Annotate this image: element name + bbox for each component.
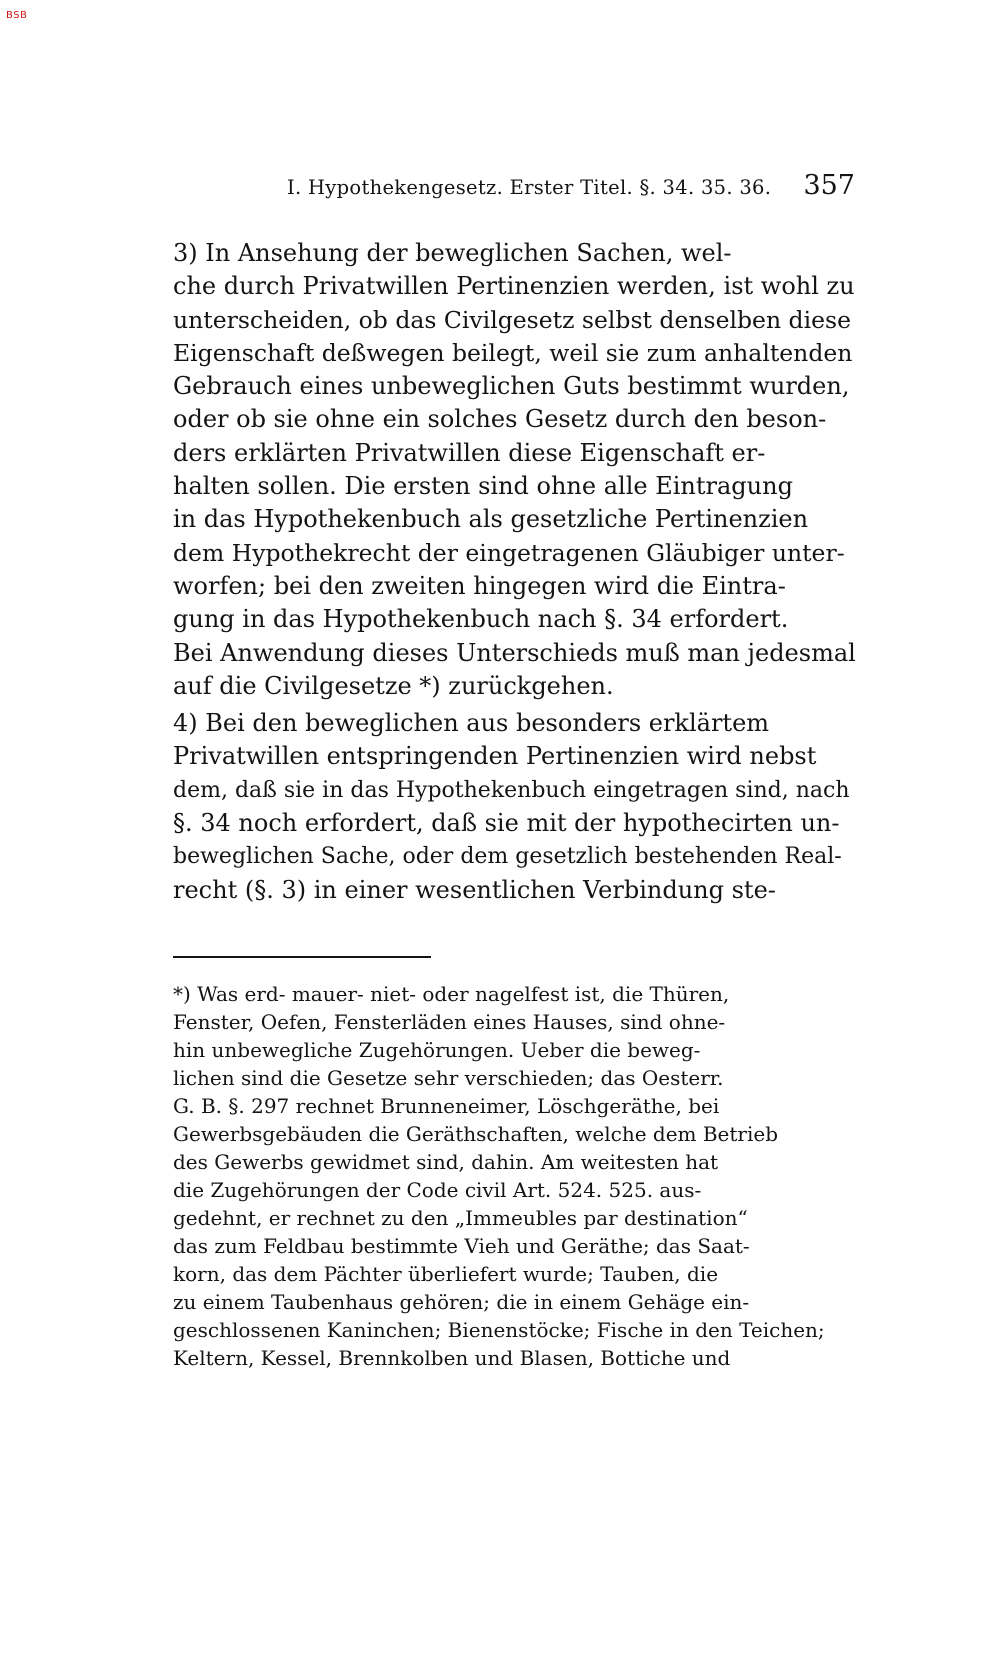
footnote-line: *) Was erd- mauer- niet- oder nagelfest ist, die Thüren, [173, 982, 730, 1006]
footnote-line: die Zugehörungen der Code civil Art. 524. 525. aus- [173, 1178, 702, 1202]
footnote-line: Gewerbsgebäuden die Geräthschaften, welche dem Betrieb [173, 1122, 779, 1146]
paragraph-4 [173, 707, 856, 907]
text-line: recht (§. 3) in einer wesentlichen Verbindung ste- [173, 875, 776, 904]
running-title: I. Hypothekengesetz. Erster Titel. §. 34. 35. 36. [287, 176, 772, 199]
text-line: §. 34 noch erfordert, daß sie mit der hypothecirten un- [173, 809, 840, 838]
footnote-line: gedehnt, er rechnet zu den „Immeubles par destination“ [173, 1206, 748, 1230]
page-number: 357 [803, 170, 855, 201]
text-line: auf die Civilgesetze *) zurückgehen. [173, 671, 614, 700]
footnote-line: hin unbewegliche Zugehörungen. Ueber die beweg- [173, 1038, 701, 1062]
text-line: halten sollen. Die ersten sind ohne alle Eintragung [173, 472, 793, 501]
text-line: 4) Bei den beweglichen aus besonders erklärtem [173, 709, 770, 738]
footnote-line: G. B. §. 297 rechnet Brunneneimer, Löschgeräthe, bei [173, 1094, 720, 1118]
text-line: ders erklärten Privatwillen diese Eigenschaft er- [173, 438, 766, 467]
text-line: oder ob sie ohne ein solches Gesetz durch den beson- [173, 405, 827, 434]
footnote-line: zu einem Taubenhaus gehören; die in einem Gehäge ein- [173, 1290, 750, 1314]
footnote-line: lichen sind die Gesetze sehr verschieden; das Oesterr. [173, 1066, 724, 1090]
text-line: Gebrauch eines unbeweglichen Guts bestimmt wurden, [173, 372, 850, 401]
footnote-line: des Gewerbs gewidmet sind, dahin. Am weitesten hat [173, 1150, 719, 1174]
main-text [173, 237, 856, 907]
text-line: che durch Privatwillen Pertinenzien werden, ist wohl zu [173, 272, 855, 301]
footnote-line: Fenster, Oefen, Fensterläden eines Hauses, sind ohne- [173, 1010, 726, 1034]
text-line: 3) In Ansehung der beweglichen Sachen, wel- [173, 239, 732, 267]
text-line: gung in das Hypothekenbuch nach §. 34 erfordert. [173, 605, 789, 634]
footnote-line: geschlossenen Kaninchen; Bienenstöcke; Fische in den Teichen; [173, 1318, 825, 1342]
text-line: Privatwillen entspringenden Pertinenzien wird nebst [173, 742, 817, 771]
text-line: in das Hypothekenbuch als gesetzliche Pertinenzien [173, 505, 809, 534]
footnote-line: korn, das dem Pächter überliefert wurde; Tauben, die [173, 1262, 719, 1286]
footnote [173, 980, 856, 1372]
text-line: Eigenschaft deßwegen beilegt, weil sie zum anhaltenden [173, 338, 853, 367]
text-line: Bei Anwendung dieses Unterschieds muß man jedesmal [173, 638, 856, 667]
text-line: dem Hypothekrecht der eingetragenen Gläubiger unter- [173, 538, 845, 567]
text-line: dem, daß sie in das Hypothekenbuch eingetragen sind, nach [173, 777, 850, 803]
text-line: unterscheiden, ob das Civilgesetz selbst denselben diese [173, 305, 851, 334]
text-line: worfen; bei den zweiten hingegen wird die Eintra- [173, 571, 786, 600]
footnote-separator [173, 956, 431, 958]
library-stamp: BSB [6, 10, 28, 21]
paragraph-3 [173, 237, 856, 703]
footnote-line: das zum Feldbau bestimmte Vieh und Geräthe; das Saat- [173, 1234, 750, 1258]
footnote-line: Keltern, Kessel, Brennkolben und Blasen, Bottiche und [173, 1346, 731, 1370]
text-line: beweglichen Sache, oder dem gesetzlich bestehenden Real- [173, 844, 842, 870]
page-header [287, 170, 855, 210]
